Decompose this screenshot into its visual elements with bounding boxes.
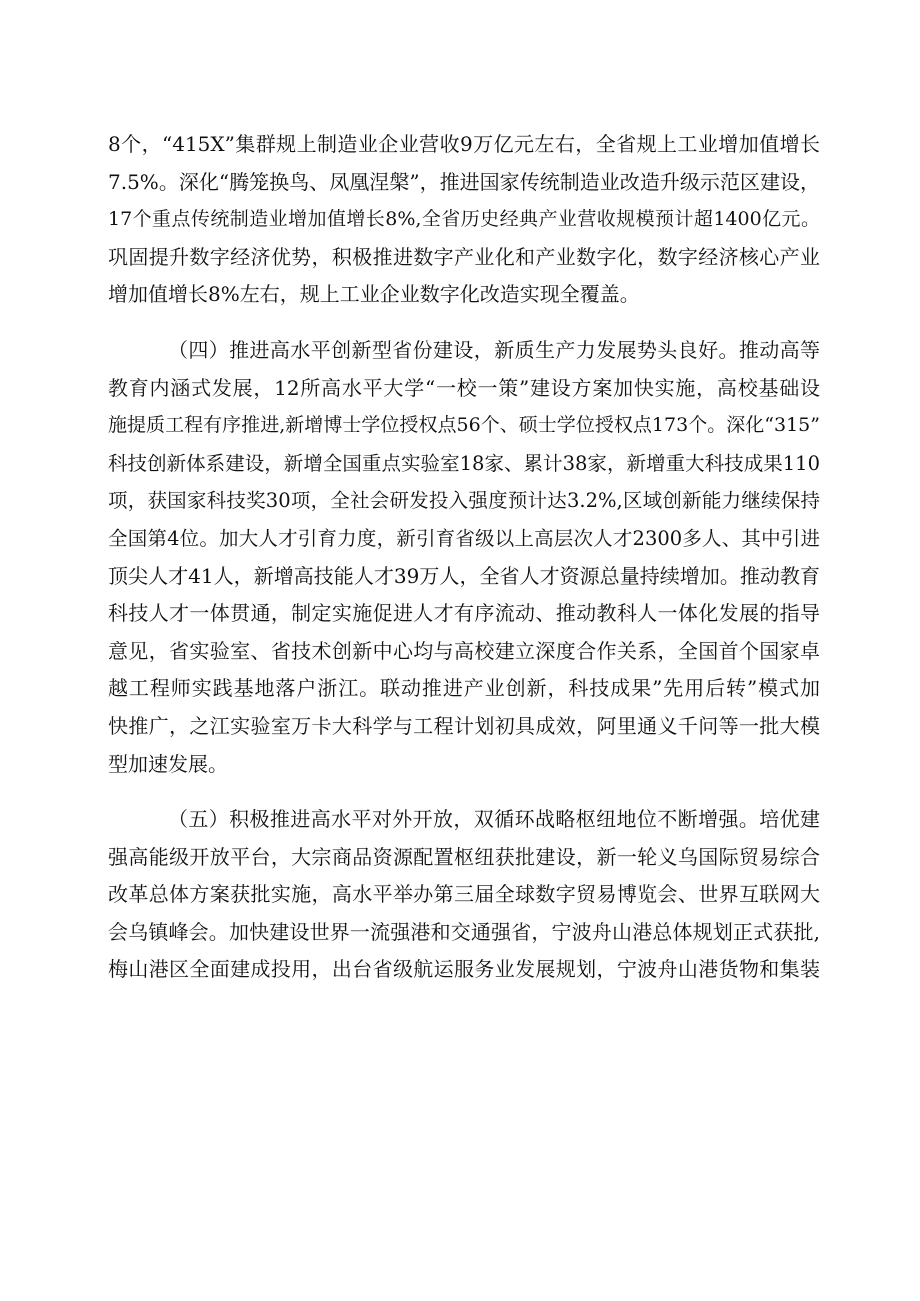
text-line: 科技人才一体贯通，制定实施促进人才有序流动、推动教科人一体化发展的指导	[108, 601, 820, 626]
text-line: 施提质工程有序推进,新增博士学位授权点56个、硕士学位授权点173个。深化“315”	[108, 414, 820, 437]
document-body	[108, 126, 820, 989]
paragraph-spacer	[108, 783, 820, 801]
text-line: 8个，“415X”集群规上制造业企业营收9万亿元左右，全省规上工业增加值增长	[108, 132, 820, 156]
text-line: 巩固提升数字经济优势，积极推进数字产业化和产业数字化，数字经济核心产业	[108, 244, 820, 269]
paragraph-spacer	[108, 314, 820, 332]
text-line: 增加值增长8%左右，规上工业企业数字化改造实现全覆盖。	[108, 282, 640, 307]
text-line: 越工程师实践基地落户浙江。联动推进产业创新，科技成果”先用后转”模式加	[108, 676, 820, 701]
paragraph-heading-line: （五）积极推进高水平对外开放，双循环战略枢纽地位不断增强。培优建	[168, 807, 820, 832]
paragraph-industry	[108, 126, 820, 314]
text-line: 快推广，之江实验室万卡大科学与工程计划初具成效，阿里通义千问等一批大模	[108, 713, 820, 738]
paragraph-opening-up	[108, 801, 820, 989]
paragraph-innovation	[108, 332, 820, 783]
text-line: 教育内涵式发展，12所高水平大学“一校一策”建设方案加快实施，高校基础设	[108, 375, 820, 400]
text-line: 全国第4位。加大人才引育力度，新引育省级以上高层次人才2300多人、其中引进	[108, 526, 820, 550]
text-line: 7.5%。深化“腾笼换鸟、凤凰涅槃”，推进国家传统制造业改造升级示范区建设，	[108, 169, 820, 194]
text-line: 会乌镇峰会。加快建设世界一流强港和交通强省，宁波舟山港总体规划正式获批,	[108, 919, 820, 944]
text-line: 17个重点传统制造业增加值增长8%,全省历史经典产业营收规模预计超1400亿元。	[108, 208, 820, 231]
text-line: 意见，省实验室、省技术创新中心均与高校建立深度合作关系，全国首个国家卓	[108, 638, 820, 663]
text-line: 项，获国家科技奖30项，全社会研发投入强度预计达3.2%,区域创新能力继续保持	[108, 489, 820, 513]
text-line: 改革总体方案获批实施，高水平举办第三届全球数字贸易博览会、世界互联网大	[108, 882, 820, 907]
text-line: 型加速发展。	[108, 751, 228, 776]
text-line: 强高能级开放平台，大宗商品资源配置枢纽获批建设，新一轮义乌国际贸易综合	[108, 844, 820, 869]
paragraph-heading-line: （四）推进高水平创新型省份建设，新质生产力发展势头良好。推动高等	[168, 337, 820, 362]
text-line: 科技创新体系建设，新增全国重点实验室18家、累计38家，新增重大科技成果110	[108, 451, 820, 475]
text-line: 顶尖人才41人，新增高技能人才39万人，全省人才资源总量持续增加。推动教育	[108, 563, 820, 588]
text-line: 梅山港区全面建成投用，出台省级航运服务业发展规划，宁波舟山港货物和集装	[108, 957, 820, 982]
